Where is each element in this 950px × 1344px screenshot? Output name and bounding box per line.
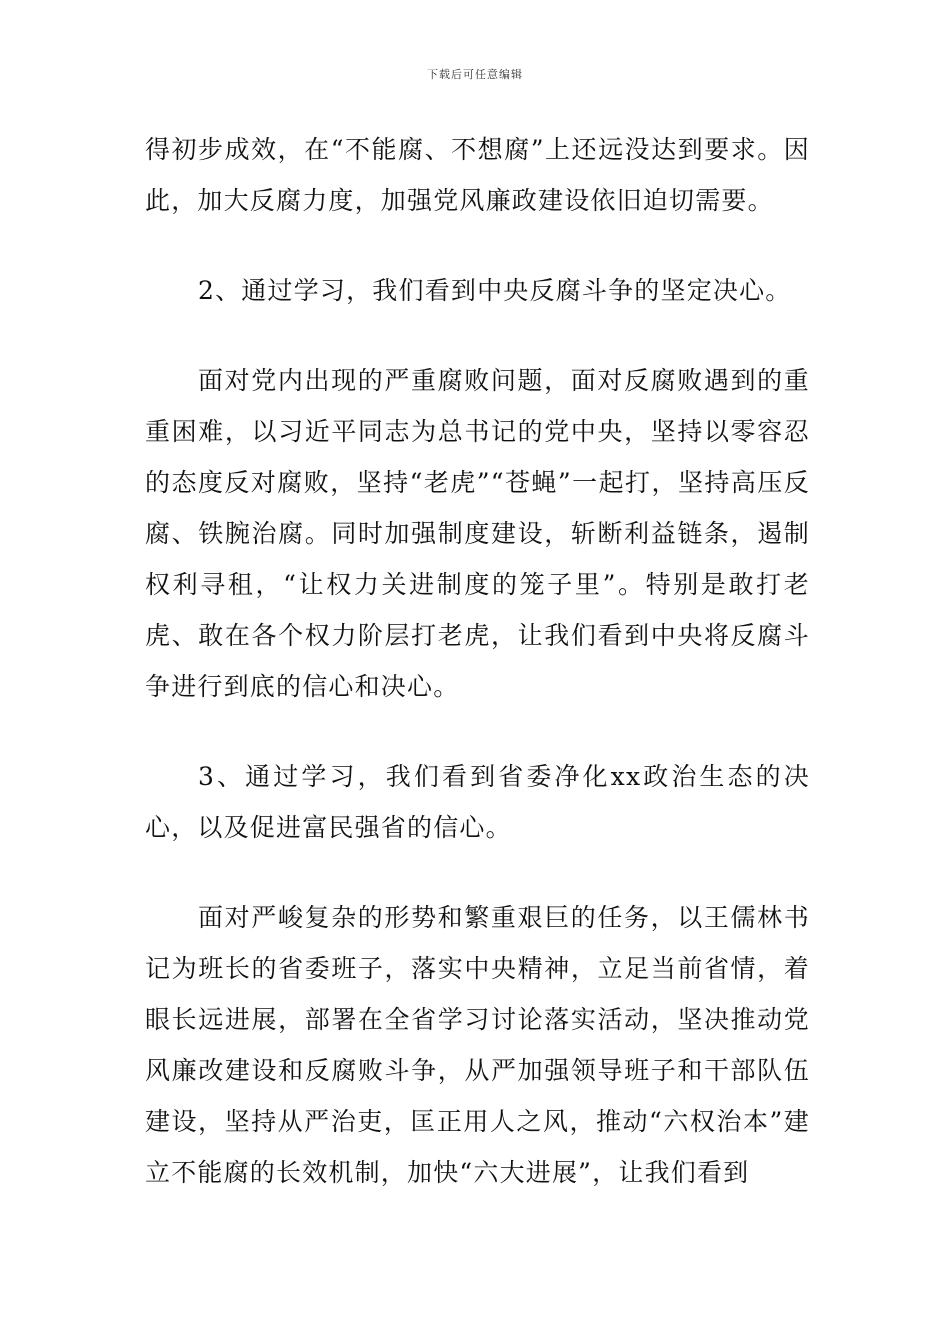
page-header: 下载后可任意编辑 <box>427 68 523 81</box>
document-body <box>145 124 810 1198</box>
paragraph-provincial-committee: 面对严峻复杂的形势和繁重艰巨的任务，以王儒林书记为班长的省委班子，落实中央精神，立足当前省情，着眼长远进展，部署在全省学习讨论落实活动，坚决推动党风廉改建设和反腐败斗争，从严加强领导班子和干部队伍建设，坚持从严治吏，匡正用人之风，推动“六权治本”建立不能腐的长效机制，加快“六大进展”，让我们看到 <box>145 903 810 1187</box>
section-heading-2: 2、通过学习，我们看到中央反腐斗争的坚定决心。 <box>198 276 792 305</box>
paragraph-continuation: 得初步成效，在“不能腐、不想腐”上还远没达到要求。因此，加大反腐力度，加强党风廉政建设依旧迫切需要。 <box>145 135 810 215</box>
paragraph-central-anticorruption: 面对党内出现的严重腐败问题，面对反腐败遇到的重重困难，以习近平同志为总书记的党中央，坚持以零容忍的态度反对腐败，坚持“老虎”“苍蝇”一起打，坚持高压反腐、铁腕治腐。同时加强制度建设，斩断利益链条，遏制权利寻租，“让权力关进制度的笼子里”。特别是敢打老虎、敢在各个权力阶层打老虎，让我们看到中央将反腐斗争进行到底的信心和决心。 <box>145 366 810 701</box>
section-heading-3: 3、通过学习，我们看到省委净化xx政治生态的决心，以及促进富民强省的信心。 <box>145 762 810 842</box>
